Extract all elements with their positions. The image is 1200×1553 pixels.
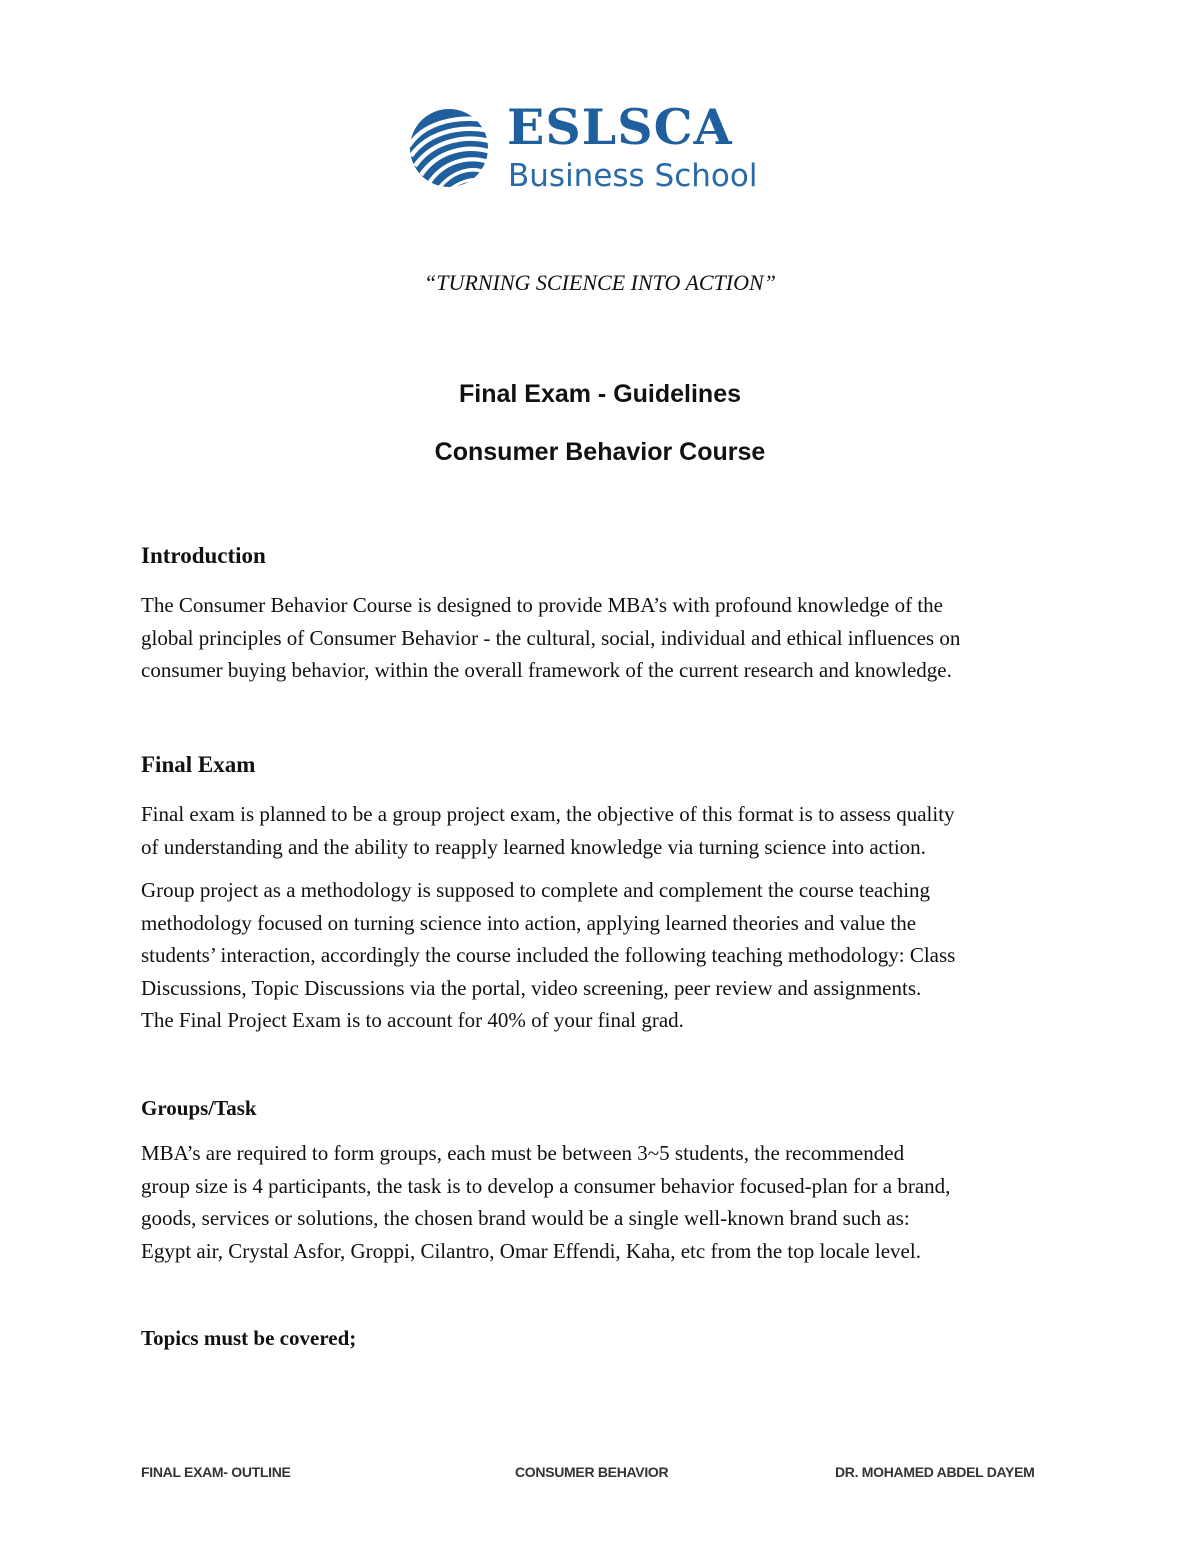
topics-heading: Topics must be covered; <box>141 1326 357 1350</box>
final-exam-heading: Final Exam <box>141 752 256 777</box>
text-line: goods, services or solutions, the chosen brand would be a single well-known brand such as: <box>141 1206 910 1230</box>
text-line: Group project as a methodology is supposed to complete and complement the course teaching <box>141 878 931 902</box>
text-line: students’ interaction, accordingly the course included the following teaching methodology: Class <box>141 943 956 967</box>
footer-center: CONSUMER BEHAVIOR <box>515 1464 669 1480</box>
text-line: of understanding and the ability to reapply learned knowledge via turning science into action. <box>141 834 926 859</box>
text-line: The Consumer Behavior Course is designed to provide MBA’s with profound knowledge of the <box>141 593 943 617</box>
eslsca-logo <box>405 100 775 200</box>
course-title: Consumer Behavior Course <box>434 438 766 466</box>
final-exam-paragraph-1 <box>141 798 1071 863</box>
text-line: group size is 4 participants, the task is to develop a consumer behavior focused-plan for a brand, <box>141 1173 951 1198</box>
logo-name: ESLSCA <box>507 98 733 156</box>
text-line: methodology focused on turning science into action, applying learned theories and value the <box>141 910 917 935</box>
text-line: Discussions, Topic Discussions via the portal, video screening, peer review and assignments. <box>141 975 922 1000</box>
footer-left: FINAL EXAM- OUTLINE <box>141 1464 291 1480</box>
logo-subtitle: Business School <box>508 158 758 194</box>
wave-swirl-icon <box>405 100 495 192</box>
groups-task-paragraph <box>141 1137 1071 1267</box>
page-title: Final Exam - Guidelines <box>458 380 742 408</box>
text-line: MBA’s are required to form groups, each must be between 3~5 students, the recommended <box>141 1141 905 1165</box>
introduction-heading: Introduction <box>141 543 266 568</box>
text-line: global principles of Consumer Behavior - the cultural, social, individual and ethical influences on <box>141 625 961 650</box>
text-line: The Final Project Exam is to account for 40% of your final grad. <box>141 1008 684 1032</box>
text-line: Final exam is planned to be a group project exam, the objective of this format is to assess quality <box>141 802 955 826</box>
motto: “TURNING SCIENCE INTO ACTION” <box>424 270 776 295</box>
text-line: Egypt air, Crystal Asfor, Groppi, Cilantro, Omar Effendi, Kaha, etc from the top locale level. <box>141 1238 921 1263</box>
text-line: consumer buying behavior, within the overall framework of the current research and knowledge. <box>141 658 952 682</box>
introduction-paragraph <box>141 589 1071 687</box>
footer-right: DR. MOHAMED ABDEL DAYEM <box>835 1464 1035 1480</box>
final-exam-paragraph-2 <box>141 874 1071 1037</box>
groups-task-heading: Groups/Task <box>141 1096 257 1120</box>
